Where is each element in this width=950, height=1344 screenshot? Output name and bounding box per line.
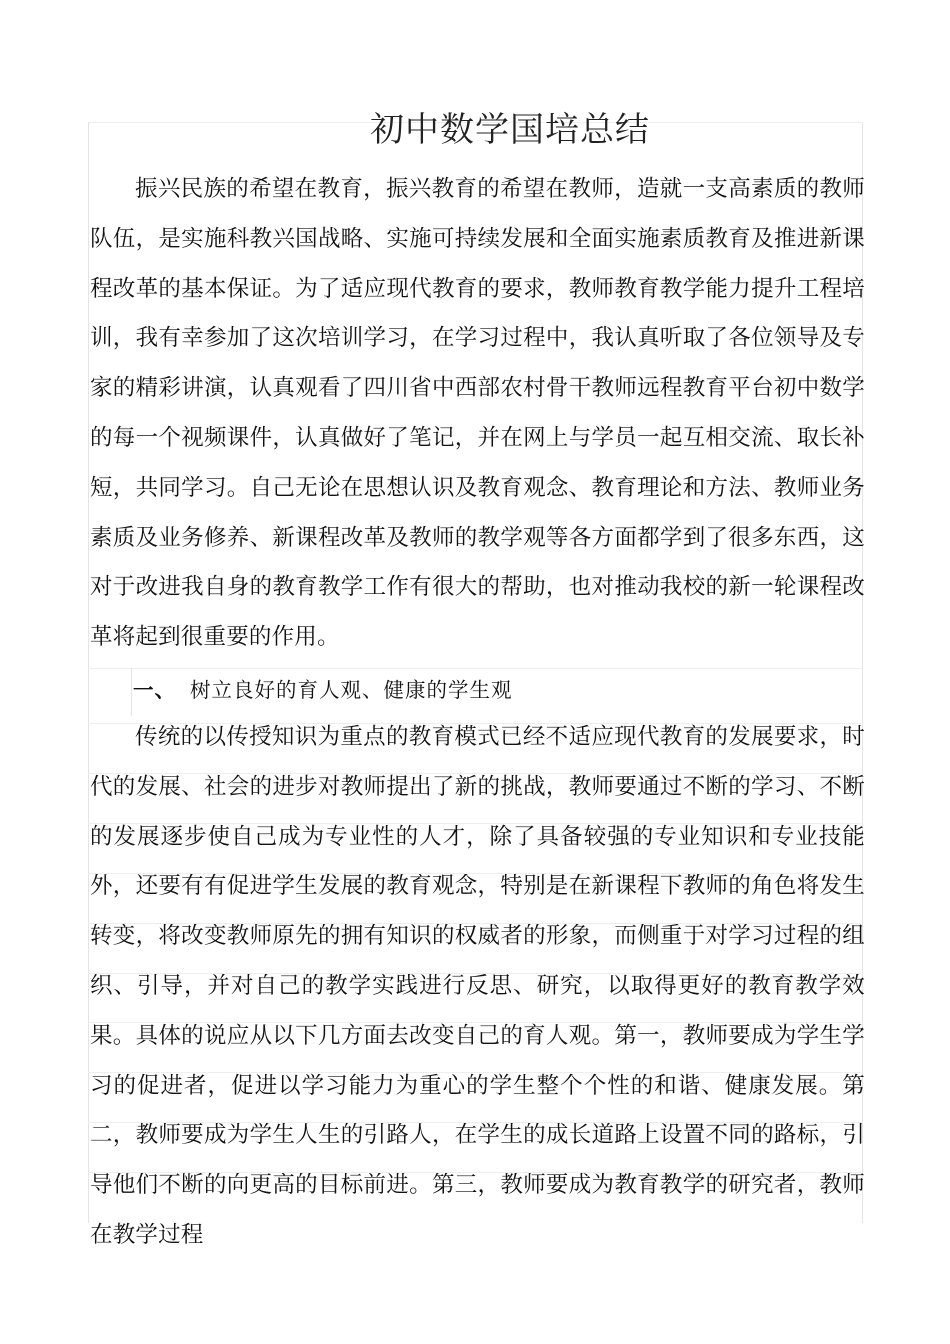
line-rule — [88, 773, 861, 774]
line-rule — [88, 823, 861, 824]
section-heading — [133, 675, 513, 705]
line-rule — [88, 1172, 861, 1173]
line-rule — [88, 1022, 861, 1023]
line-rule — [88, 1072, 861, 1073]
section-number: 一、 — [133, 678, 176, 702]
section-heading-text: 树立良好的育人观、健康的学生观 — [190, 678, 513, 702]
section-divider — [88, 668, 861, 669]
line-rule — [88, 1122, 861, 1123]
line-rule — [88, 923, 861, 924]
section-body-paragraph: 传统的以传授知识为重点的教育模式已经不适应现代教育的发展要求，时代的发展、社会的进步对教师提出了新的挑战，教师要通过不断的学习、不断的发展逐步使自己成为专业性的人才，除了具备较强的专业知识和专业技能外，还要有有促进学生发展的教育观念，特别是在新课程下教师的角色将发生转变，将改变教师原先的拥有知识的权威者的形象，而侧重于对学习过程的组织、引导，并对自己的教学实践进行反思、研究，以取得更好的教育教学效果。具体的说应从以下几方面去改变自己的育人观。第一，教师要成为学生学习的促进者，促进以学习能力为重心的学生整个个性的和谐、健康发展。第二，教师要成为学生人生的引路人，在学生的成长道路上设置不同的路标，引导他们不断的向更高的目标前进。第三，教师要成为教育教学的研究者，教师在教学过程 — [90, 724, 865, 1248]
line-rule — [88, 873, 861, 874]
line-rule — [88, 723, 861, 724]
document-title: 初中数学国培总结 — [370, 110, 650, 150]
intro-paragraph: 振兴民族的希望在教育，振兴教育的希望在教师，造就一支高素质的教师队伍，是实施科教兴国战略、实施可持续发展和全面实施素质教育及推进新课程改革的基本保证。为了适应现代教育的要求，教师教育教学能力提升工程培训，我有幸参加了这次培训学习，在学习过程中，我认真听取了各位领导及专家的精彩讲演，认真观看了四川省中西部农村骨干教师远程教育平台初中数学的每一个视频课件，认真做好了笔记，并在网上与学员一起互相交流、取长补短，共同学习。自己无论在思想认识及教育观念、教育理论和方法、教师业务素质及业务修养、新课程改革及教师的教学观等各方面都学到了很多东西，这对于改进我自身的教育教学工作有很大的帮助，也对推动我校的新一轮课程改革将起到很重要的作用。 — [90, 176, 865, 651]
line-rule — [88, 973, 861, 974]
section-heading-rule — [131, 668, 132, 716]
